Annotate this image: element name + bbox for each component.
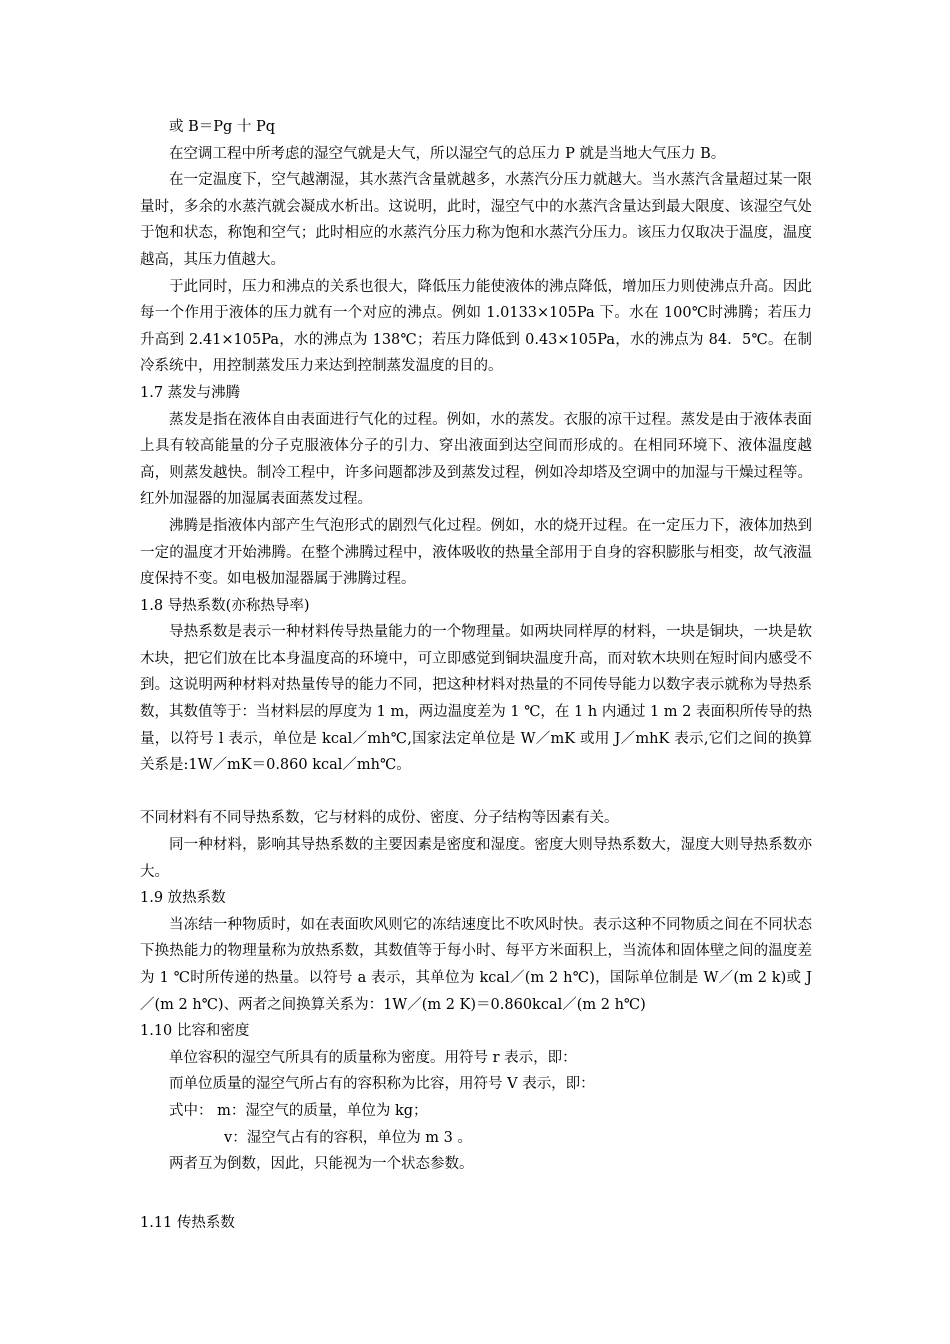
definition-line: 式中： m：湿空气的质量，单位为 kg；	[169, 1102, 428, 1119]
paragraph: 而单位质量的湿空气所占有的容积称为比容，用符号 V 表示，即：	[169, 1076, 595, 1093]
paragraph: 同一种材料，影响其导热系数的主要因素是密度和湿度。密度大则导热系数大，湿度大则导热系数亦大。	[140, 837, 812, 880]
paragraph: 两者互为倒数，因此，只能视为一个状态参数。	[169, 1156, 474, 1173]
section-heading-1-10: 1.10 比容和密度	[140, 1023, 250, 1040]
paragraph: 蒸发是指在液体自由表面进行气化的过程。例如，水的蒸发。衣服的凉干过程。蒸发是由于液体表面上具有较高能量的分子克服液体分子的引力、穿出液面到达空间而形成的。在相同环境下、液体温度越高，则蒸发越快。制冷工程中，许多问题都涉及到蒸发过程，例如冷却塔及空调中的加湿与干燥过程等。红外加湿器的加湿属表面蒸发过程。	[140, 411, 812, 508]
document-page	[140, 114, 812, 1236]
paragraph: 于此同时，压力和沸点的关系也很大，降低压力能使液体的沸点降低，增加压力则使沸点升高。因此每一个作用于液体的压力就有一个对应的沸点。例如 1.0133×105Pa 下。水在 100℃时沸腾；若压力升高到 2.41×105Pa，水的沸点为 138℃；若压力降低到 0.43×105Pa，水的沸点为 84．5℃。在制冷系统中，用控制蒸发压力来达到控制蒸发温度的目的。	[140, 278, 812, 375]
blank-line	[140, 1178, 812, 1210]
section-heading-1-11: 1.11 传热系数	[140, 1214, 235, 1231]
paragraph: 导热系数是表示一种材料传导热量能力的一个物理量。如两块同样厚的材料，一块是铜块，一块是软木块，把它们放在比本身温度高的环境中，可立即感觉到铜块温度升高，而对软木块则在短时间内感受不到。这说明两种材料对热量传导的能力不同，把这种材料对热量的不同传导能力以数字表示就称为导热系数，其数值等于：当材料层的厚度为 1 m，两边温度差为 1 ℃，在 1 h 内通过 1 m 2 表面积所传导的热量，以符号 l 表示，单位是 kcal／mh℃,国家法定单位是 W／mK 或用 J／mhK 表示,它们之间的换算关系是:1W／mK＝0.860 kcal／mh℃。	[140, 624, 812, 774]
paragraph: 当冻结一种物质时，如在表面吹风则它的冻结速度比不吹风时快。表示这种不同物质之间在不同状态下换热能力的物理量称为放热系数，其数值等于每小时、每平方米面积上，当流体和固体壁之间的温度差为 1 ℃时所传递的热量。以符号 a 表示，其单位为 kcal／(m 2 h℃)，国际单位制是 W／(m 2 k)或 J／(m 2 h℃)、两者之间换算关系为：1W／(m 2 K)＝0.860kcal／(m 2 h℃)	[140, 916, 812, 1013]
section-heading-1-7: 1.7 蒸发与沸腾	[140, 384, 241, 401]
blank-line	[140, 779, 812, 806]
paragraph: 在一定温度下，空气越潮湿，其水蒸汽含量就越多，水蒸汽分压力就越大。当水蒸汽含量超过某一限量时，多余的水蒸汽就会凝成水析出。这说明，此时，湿空气中的水蒸汽含量达到最大限度、该湿空气处于饱和状态，称饱和空气；此时相应的水蒸汽分压力称为饱和水蒸汽分压力。该压力仅取决于温度，温度越高，其压力值越大。	[140, 172, 812, 268]
paragraph: 单位容积的湿空气所具有的质量称为密度。用符号 r 表示，即：	[169, 1049, 577, 1066]
paragraph: 在空调工程中所考虑的湿空气就是大气，所以湿空气的总压力 P 就是当地大气压力 B。	[169, 145, 726, 162]
paragraph: 沸腾是指液体内部产生气泡形式的剧烈气化过程。例如，水的烧开过程。在一定压力下，液体加热到一定的温度才开始沸腾。在整个沸腾过程中，液体吸收的热量全部用于自身的容积膨胀与相变，故气液温度保持不变。如电极加湿器属于沸腾过程。	[140, 517, 812, 588]
section-heading-1-8: 1.8 导热系数(亦称热导率)	[140, 597, 310, 614]
paragraph: 不同材料有不同导热系数，它与材料的成份、密度、分子结构等因素有关。	[140, 810, 619, 827]
section-heading-1-9: 1.9 放热系数	[140, 890, 226, 907]
formula-line: 或 B＝Pg 十 Pq	[169, 119, 276, 135]
definition-line: v：湿空气占有的容积，单位为 m 3 。	[224, 1129, 472, 1146]
